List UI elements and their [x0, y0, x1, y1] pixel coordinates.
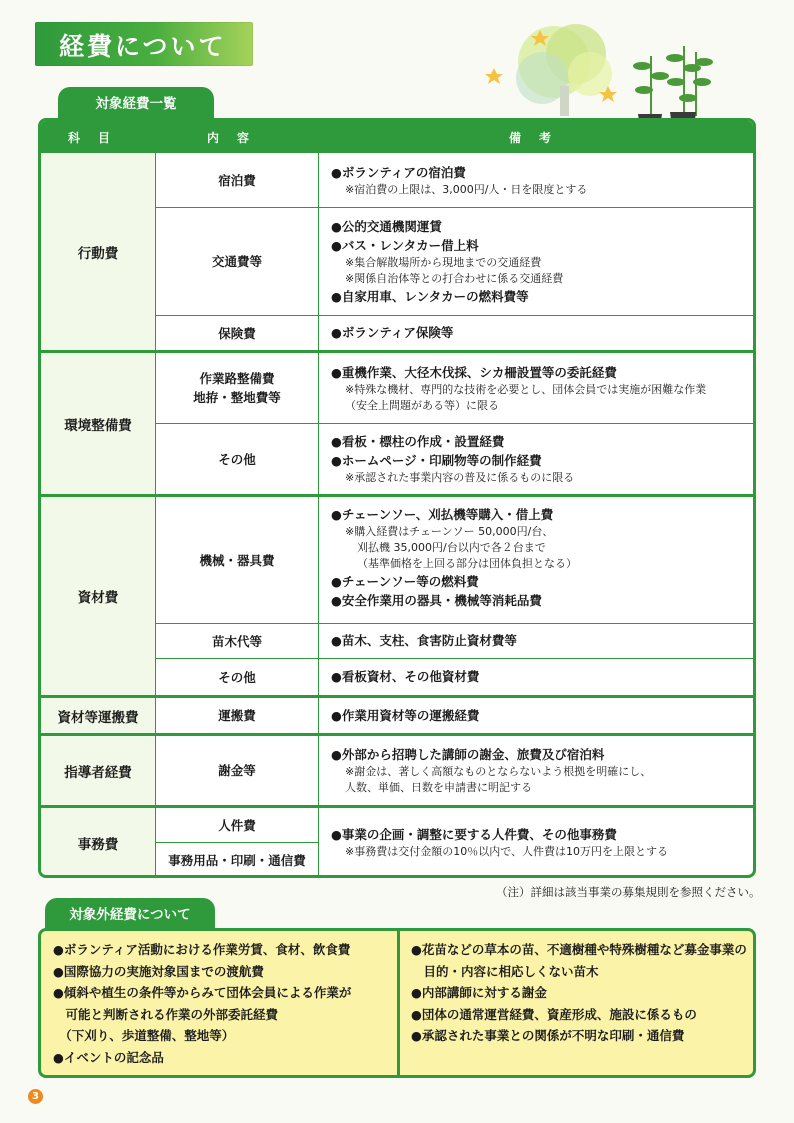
covered-expenses-tab: 対象経費一覧 [58, 87, 214, 120]
item-shizai-other: その他 [218, 669, 256, 685]
remarks-accommodation: ●ボランティアの宿泊費 ※宿泊費の上限は、3,000円/人・日を限度とする [331, 165, 588, 196]
list-item: ●傾斜や植生の条件等からみて団体会員による作業が [53, 985, 352, 1000]
column-divider [397, 931, 400, 1075]
category-kodo: 行動費 [41, 153, 155, 350]
list-item: （下刈り、歩道整備、整地等） [53, 1028, 235, 1043]
item-insurance: 保険費 [218, 325, 256, 341]
item-transport: 交通費等 [211, 254, 262, 269]
header-subject: 科目 [41, 121, 155, 153]
item-equipment: 機械・器具費 [199, 552, 275, 568]
category-shido: 指導者経費 [41, 736, 155, 805]
page-number: 3 [28, 1089, 43, 1104]
list-item: ●承認された事業との関係が不明な印刷・通信費 [411, 1028, 685, 1043]
header-remarks: 備考 [319, 121, 756, 153]
excluded-expenses-box [38, 928, 756, 1078]
item-transport-cost: 運搬費 [218, 708, 256, 723]
remarks-road-maintenance: ●重機作業、大径木伐採、シカ柵設置等の委託経費 ※特殊な機材、専門的な技術を必要とし、団体会員では実施が困難な作業 （安全上問題がある等）に限る [331, 365, 707, 412]
remarks-transport: ●公的交通機関運賃 ●バス・レンタカー借上料 ※集合解散場所から現地までの交通経費 ※関係自治体等との打合わせに係る交通経費 ●自家用車、レンタカーの燃料費等 [331, 219, 564, 304]
item-personnel: 人件費 [218, 817, 256, 833]
item-kankyo-other: その他 [218, 451, 256, 467]
page-title: 経費について [59, 32, 227, 61]
item-accommodation: 宿泊費 [218, 172, 256, 188]
list-item: ●ボランティア活動における作業労賃、食材、飲食費 [53, 942, 351, 957]
excluded-expenses-tab: 対象外経費について [45, 898, 215, 930]
remarks-equipment: ●チェーンソー、刈払機等購入・借上費 ※購入経費はチェーンソー 50,000円/台、 刈払機 35,000円/台以内で各２台まで （基準価格を上回る部分は団体負担となる） ●チェーンソー等の燃料費 ●安全作業用の器具・機械等消耗品費 [331, 507, 577, 608]
category-kankyo: 環境整備費 [41, 353, 155, 494]
list-item: ●花苗などの草本の苗、不適樹種や特殊樹種など募金事業の [411, 942, 747, 957]
remarks-insurance: ●ボランティア保険等 [331, 325, 454, 340]
category-jimu: 事務費 [41, 808, 155, 878]
category-unpan: 資材等運搬費 [41, 698, 155, 733]
remarks-honorarium: ●外部から招聘した講師の謝金、旅費及び宿泊料 ※謝金は、著しく高額なものとならないよう根拠を明確にし、 人数、単価、日数を申請書に明記する [331, 747, 652, 794]
page-title-banner [35, 22, 253, 66]
item-seedling: 苗木代等 [211, 633, 262, 649]
list-item: ●国際協力の実施対象国までの渡航費 [53, 963, 264, 979]
footnote: （注）詳細は該当事業の募集規則を参照ください。 [496, 885, 761, 899]
remarks-shizai-other: ●看板資材、その他資材費 [331, 669, 480, 684]
list-item: 目的・内容に相応しくない苗木 [411, 963, 599, 979]
item-office-supplies: 事務用品・印刷・通信費 [168, 853, 306, 868]
remarks-transport-cost: ●作業用資材等の運搬経費 [331, 708, 480, 723]
excluded-list-right [411, 939, 747, 1047]
remarks-kankyo-other: ●看板・標柱の作成・設置経費 ●ホームページ・印刷物等の制作経費 ※承認された事業内容の普及に係るものに限る [331, 434, 575, 484]
remarks-seedling: ●苗木、支柱、食害防止資材費等 [331, 633, 517, 648]
list-item: ●内部講師に対する謝金 [411, 985, 547, 1000]
excluded-list-left [53, 939, 351, 1068]
item-road-maintenance: 作業路整備費 地拵・整地費等 [193, 371, 281, 405]
remarks-office: ●事業の企画・調整に要する人件費、その他事務費 ※事務費は交付金額の10％以内で、人件費は10万円を上限とする [331, 827, 668, 858]
item-honorarium: 謝金等 [218, 763, 256, 778]
category-shizai: 資材費 [41, 497, 155, 695]
list-item: ●イベントの記念品 [53, 1049, 164, 1065]
list-item: ●団体の通常運営経費、資産形成、施設に係るもの [411, 1006, 697, 1022]
list-item: 可能と判断される作業の外部委託経費 [53, 1006, 279, 1022]
covered-expenses-table [38, 118, 756, 878]
header-content: 内容 [156, 121, 318, 153]
